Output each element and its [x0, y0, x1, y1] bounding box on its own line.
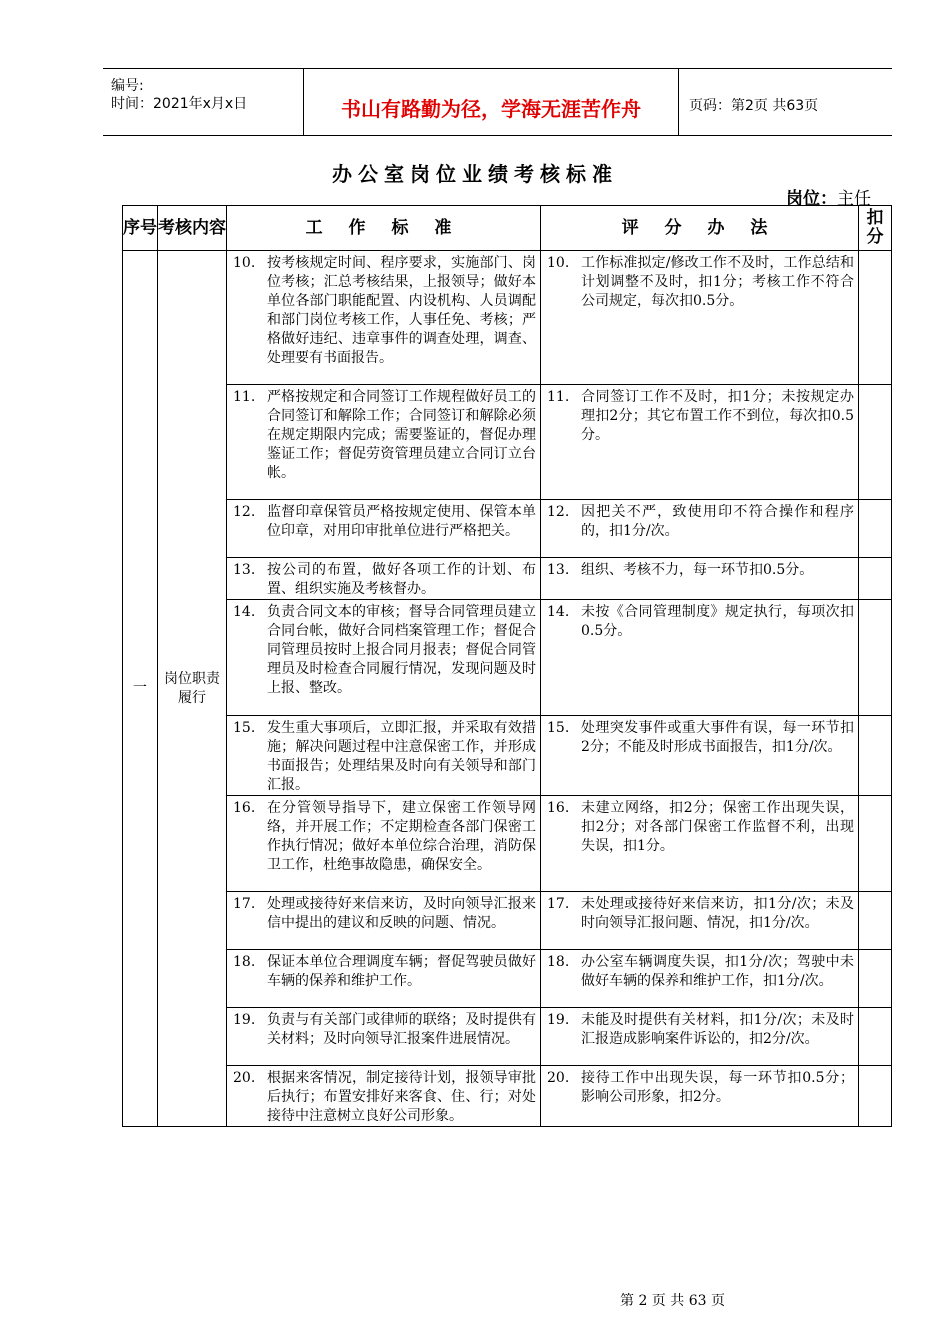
standard-cell-text: 发生重大事项后，立即汇报，并采取有效措施；解决问题过程中注意保密工作，并形成书面报告；处理结果及时向有关领导和部门汇报。 [267, 720, 536, 793]
standard-cell-number: 10. [233, 255, 256, 271]
scoring-cell-text: 未能及时提供有关材料，扣1分/次；未及时汇报造成影响案件诉讼的，扣2分/次。 [581, 1012, 854, 1047]
table-header-row [123, 206, 892, 251]
post-value: 主任 [837, 189, 871, 209]
standard-cell [227, 500, 541, 558]
standard-cell-text: 监督印章保管员严格按规定使用、保管本单位印章，对用印审批单位进行严格把关。 [267, 504, 536, 539]
scoring-cell-text: 接待工作中出现失误，每一环节扣0.5分；影响公司形象，扣2分。 [581, 1070, 854, 1105]
scoring-cell-number: 17. [547, 896, 570, 912]
table-row [123, 950, 892, 1008]
scoring-cell-number: 11. [547, 389, 570, 405]
seq-cell: 一 [123, 251, 158, 1127]
scoring-cell [541, 950, 859, 1008]
scoring-cell [541, 1066, 859, 1127]
standard-cell-number: 11. [233, 389, 256, 405]
deduction-cell [859, 1008, 892, 1066]
table-row [123, 796, 892, 892]
table-row [123, 1066, 892, 1127]
header-meta-cell [103, 69, 303, 135]
standard-cell-text: 根据来客情况，制定接待计划，报领导审批后执行；布置安排好来客食、住、行；对处接待中注意树立良好公司形象。 [267, 1070, 536, 1124]
number-label: 编号: [111, 78, 144, 94]
scoring-cell-text: 未建立网络，扣2分；保密工作出现失误，扣2分；对各部门保密工作监督不利，出现失误，扣1分。 [581, 800, 854, 854]
standard-cell-text: 严格按规定和合同签订工作规程做好员工的合同签订和解除工作；合同签订和解除必须在规定期限内完成；需要鉴证的，督促办理鉴证工作；督促劳资管理员建立合同订立台帐。 [267, 389, 536, 481]
scoring-cell [541, 385, 859, 500]
scoring-cell-number: 13. [547, 562, 570, 578]
standard-cell [227, 1008, 541, 1066]
scoring-cell-text: 办公室车辆调度失误，扣1分/次；驾驶中未做好车辆的保养和维护工作，扣1分/次。 [581, 954, 854, 989]
scoring-cell-text: 处理突发事件或重大事件有误，每一环节扣2分；不能及时形成书面报告，扣1分/次。 [581, 720, 854, 755]
standard-cell-text: 负责合同文本的审核；督导合同管理员建立合同台帐，做好合同档案管理工作；督促合同管理员按时上报合同月报表；督促合同管理员及时检查合同履行情况，发现问题及时上报、整改。 [267, 604, 536, 696]
category-cell: 岗位职责履行 [158, 251, 227, 1127]
header-motto-cell [303, 69, 679, 135]
table-row [123, 892, 892, 950]
scoring-cell [541, 500, 859, 558]
standard-cell-number: 18. [233, 954, 256, 970]
scoring-cell-text: 未处理或接待好来信来访，扣1分/次；未及时向领导汇报问题、情况，扣1分/次。 [581, 896, 854, 931]
deduction-cell [859, 796, 892, 892]
document-title: 办公室岗位业绩考核标准 [332, 162, 618, 186]
table-row [123, 600, 892, 716]
scoring-cell-number: 18. [547, 954, 570, 970]
standard-cell [227, 892, 541, 950]
scoring-cell [541, 892, 859, 950]
standard-cell-text: 处理或接待好来信来访，及时向领导汇报来信中提出的建议和反映的问题、情况。 [267, 896, 536, 931]
standard-cell-number: 12. [233, 504, 256, 520]
post-label: 岗位： [786, 189, 837, 209]
standard-cell [227, 796, 541, 892]
date-line: 时间：2021年x月x日 [111, 96, 248, 112]
standard-cell [227, 251, 541, 385]
table-row [123, 716, 892, 796]
scoring-cell-number: 12. [547, 504, 570, 520]
scoring-cell-number: 20. [547, 1070, 570, 1086]
assessment-table [122, 205, 892, 1127]
deduction-cell [859, 950, 892, 1008]
header-category: 考核内容 [158, 206, 227, 251]
scoring-cell-text: 合同签订工作不及时，扣1分；未按规定办理扣2分；其它布置工作不到位，每次扣0.5分。 [581, 389, 854, 443]
header-page-cell [679, 69, 892, 135]
standard-cell-number: 14. [233, 604, 256, 620]
scoring-cell-text: 组织、考核不力，每一环节扣0.5分。 [581, 562, 814, 578]
scoring-cell [541, 1008, 859, 1066]
scoring-cell-text: 未按《合同管理制度》规定执行，每项次扣0.5分。 [581, 604, 854, 639]
scoring-cell [541, 558, 859, 600]
header-scoring: 评 分 办 法 [541, 206, 859, 251]
header-seq: 序号 [123, 206, 158, 251]
table-row [123, 500, 892, 558]
standard-cell-text: 按考核规定时间、程序要求，实施部门、岗位考核；汇总考核结果，上报领导；做好本单位各部门职能配置、内设机构、人员调配和部门岗位考核工作，人事任免、考核；严格做好违纪、违章事件的调查处理，调查、处理要有书面报告。 [267, 255, 536, 366]
motto-text: 书山有路勤为径，学海无涯苦作舟 [341, 97, 641, 121]
document-header [103, 68, 892, 136]
standard-cell-number: 20. [233, 1070, 256, 1086]
standard-cell [227, 600, 541, 716]
scoring-cell-text: 工作标准拟定/修改工作不及时，工作总结和计划调整不及时，扣1分；考核工作不符合公司规定，每次扣0.5分。 [581, 255, 854, 309]
deduction-cell [859, 385, 892, 500]
deduction-cell [859, 558, 892, 600]
standard-cell-number: 17. [233, 896, 256, 912]
standard-cell-number: 19. [233, 1012, 256, 1028]
scoring-cell-number: 19. [547, 1012, 570, 1028]
standard-cell-number: 13. [233, 562, 256, 578]
standard-cell [227, 716, 541, 796]
scoring-cell [541, 600, 859, 716]
deduction-cell [859, 251, 892, 385]
scoring-cell-number: 14. [547, 604, 570, 620]
deduction-cell [859, 892, 892, 950]
table-row [123, 251, 892, 385]
table-row [123, 1008, 892, 1066]
table-row [123, 385, 892, 500]
standard-cell [227, 950, 541, 1008]
header-standard: 工 作 标 准 [227, 206, 541, 251]
page-footer: 第 2 页 共 63 页 [620, 1293, 725, 1309]
deduction-cell [859, 1066, 892, 1127]
scoring-cell [541, 251, 859, 385]
standard-cell-text: 负责与有关部门或律师的联络；及时提供有关材料；及时向领导汇报案件进展情况。 [267, 1012, 536, 1047]
standard-cell-number: 15. [233, 720, 256, 736]
standard-cell [227, 558, 541, 600]
scoring-cell [541, 716, 859, 796]
scoring-cell-number: 15. [547, 720, 570, 736]
scoring-cell [541, 796, 859, 892]
scoring-cell-number: 16. [547, 800, 570, 816]
scoring-cell-text: 因把关不严，致使用印不符合操作和程序的，扣1分/次。 [581, 504, 854, 539]
deduction-cell [859, 500, 892, 558]
standard-cell-text: 保证本单位合理调度车辆；督促驾驶员做好车辆的保养和维护工作。 [267, 954, 536, 989]
table-row [123, 558, 892, 600]
standard-cell-number: 16. [233, 800, 256, 816]
standard-cell [227, 1066, 541, 1127]
page-info: 页码：第2页 共63页 [689, 98, 819, 114]
deduction-cell [859, 716, 892, 796]
header-deduction: 扣分 [859, 206, 892, 251]
standard-cell-text: 按公司的布置，做好各项工作的计划、布置、组织实施及考核督办。 [267, 562, 536, 597]
scoring-cell-number: 10. [547, 255, 570, 271]
deduction-cell [859, 600, 892, 716]
standard-cell [227, 385, 541, 500]
standard-cell-text: 在分管领导指导下，建立保密工作领导网络，并开展工作；不定期检查各部门保密工作执行情况；做好本单位综合治理，消防保卫工作，杜绝事故隐患，确保安全。 [267, 800, 536, 873]
